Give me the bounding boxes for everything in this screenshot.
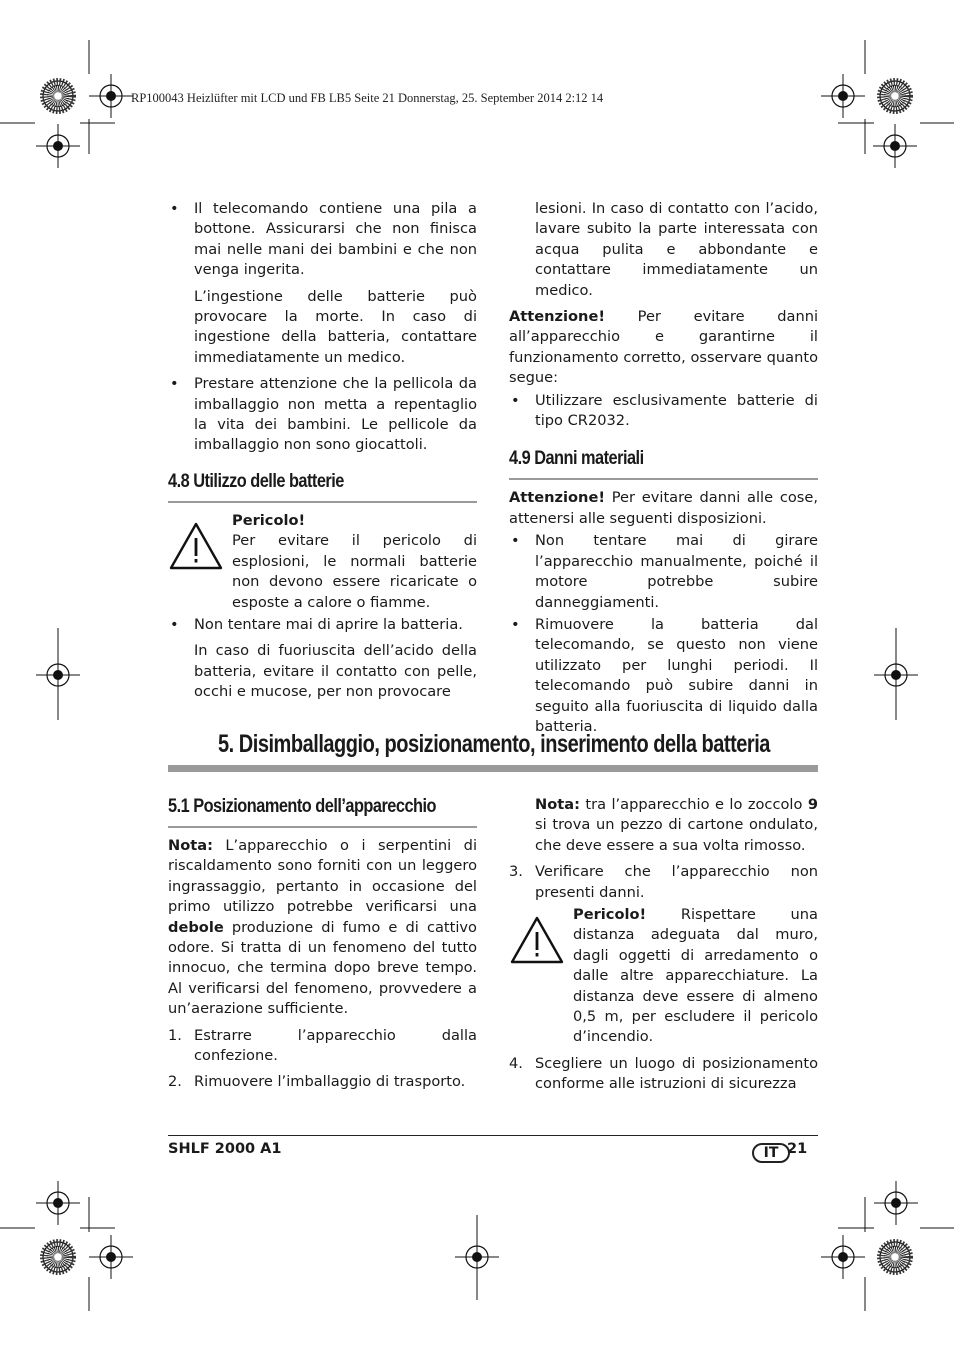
danger-notice: Pericolo! Rispettare una distanza adeguata dal muro, dagli oggetti di arredamento o dalle altre apparecchiature. La distanza deve essere di almeno 0,5 m, per escludere il pericolo d’incendio. — [509, 905, 818, 1048]
step-item: 2. Rimuovere l’imballaggio di trasporto. — [168, 1073, 466, 1091]
page-number: 21 — [787, 1141, 808, 1157]
section-heading-4-9: 4.9 Danni materiali — [509, 448, 644, 470]
step-item: 1. Estrarre l’apparecchio dalla confezione. — [168, 1026, 477, 1065]
note-paragraph: Nota: tra l’apparecchio e lo zoccolo 9 si trova un pezzo di cartone ondulato, che deve essere a sua volta rimosso. — [535, 796, 818, 854]
note-paragraph: Nota: L’apparecchio o i serpentini di riscaldamento sono forniti con un leggero ingrassaggio, pertanto in occasione del primo utilizzo potrebbe verificarsi una debole produzione di fumo e di cattivo odore. Si tratta di un fenomeno del tutto innocuo, che termina dopo breve tempo. Al verificarsi del fenomeno, provvedere a un’aerazione sufficiente. — [168, 837, 478, 1018]
note-label: Nota: — [168, 837, 213, 854]
list-item: • Utilizzare esclusivamente batterie di tipo CR2032. — [511, 391, 818, 430]
attention-label: Attenzione! — [509, 308, 605, 326]
print-header: RP100043 Heizlüfter mit LCD und FB LB5 Seite 21 Donnerstag, 25. September 2014 2:12 14 — [131, 91, 604, 105]
step-item: 3. Verificare che l’apparecchio non presenti danni. — [509, 863, 818, 901]
list-item: • Prestare attenzione che la pellicola da imballaggio non metta a repentaglio la vita dei bambini. Le pellicole da imballaggio non sono giocattoli. — [170, 375, 477, 454]
bullet-icon: • — [170, 375, 179, 393]
bullet-icon: • — [511, 532, 520, 550]
list-item: • Non tentare mai di aprire la batteria. — [168, 615, 477, 635]
list-item: • Non tentare mai di girare l’apparecchio manualmente, poiché il motore potrebbe subire danneggiamenti. — [511, 532, 818, 611]
paragraph: lesioni. In caso di contatto con l’acido, lavare subito la parte interessata con acqua pulita e abbondante e contattare immediatamente un medico. — [535, 200, 818, 299]
section-heading-5-1: 5.1 Posizionamento dell’apparecchio — [168, 796, 436, 817]
step-item: 4. Scegliere un luogo di posizionamento conforme alle istruzioni di sicurezza — [509, 1054, 818, 1093]
chapter-heading: 5. Disimballaggio, posizionamento, inserimento della batteria — [218, 730, 770, 758]
bullet-icon: • — [511, 391, 520, 409]
attention-notice: Attenzione! Per evitare danni alle cose, attenersi alle seguenti disposizioni. — [509, 489, 818, 527]
note-label: Nota: — [535, 796, 580, 813]
bullet-icon: • — [511, 615, 520, 633]
paragraph: L’ingestione delle batterie può provocare la morte. In caso di ingestione della batteria, contattare immediatamente un medico. — [194, 287, 477, 366]
bullet-icon: • — [170, 200, 179, 217]
section-heading-4-8: 4.8 Utilizzo delle batterie — [168, 470, 344, 492]
paragraph: In caso di fuoriuscita dell’acido della batteria, evitare il contatto con pelle, occhi e mucose, per non provocare — [194, 642, 477, 701]
attention-label: Attenzione! — [509, 489, 605, 507]
danger-text: Per evitare il pericolo di esplosioni, le normali batterie non devono essere ricaricate o esposte a calore o fiamme. — [232, 532, 477, 611]
list-item: • Il telecomando contiene una pila a bottone. Assicurarsi che non finisca mai nelle mani dei bambini e che non venga ingerita. — [170, 200, 477, 279]
danger-label: Pericolo! — [232, 511, 306, 529]
language-badge: IT — [752, 1143, 790, 1163]
bullet-icon: • — [170, 615, 179, 633]
danger-label: Pericolo! — [573, 906, 647, 924]
list-item: • Rimuovere la batteria dal telecomando, se questo non viene utilizzato per lunghi periodi. Il telecomando può subire danni in seguito alla fuoriuscita di liquido dalla batteria. — [511, 615, 818, 735]
footer-model: SHLF 2000 A1 — [168, 1141, 282, 1157]
attention-notice: Attenzione! Per evitare danni all’apparecchio e garantirne il funzionamento corretto, osservare quanto segue: — [509, 308, 819, 387]
